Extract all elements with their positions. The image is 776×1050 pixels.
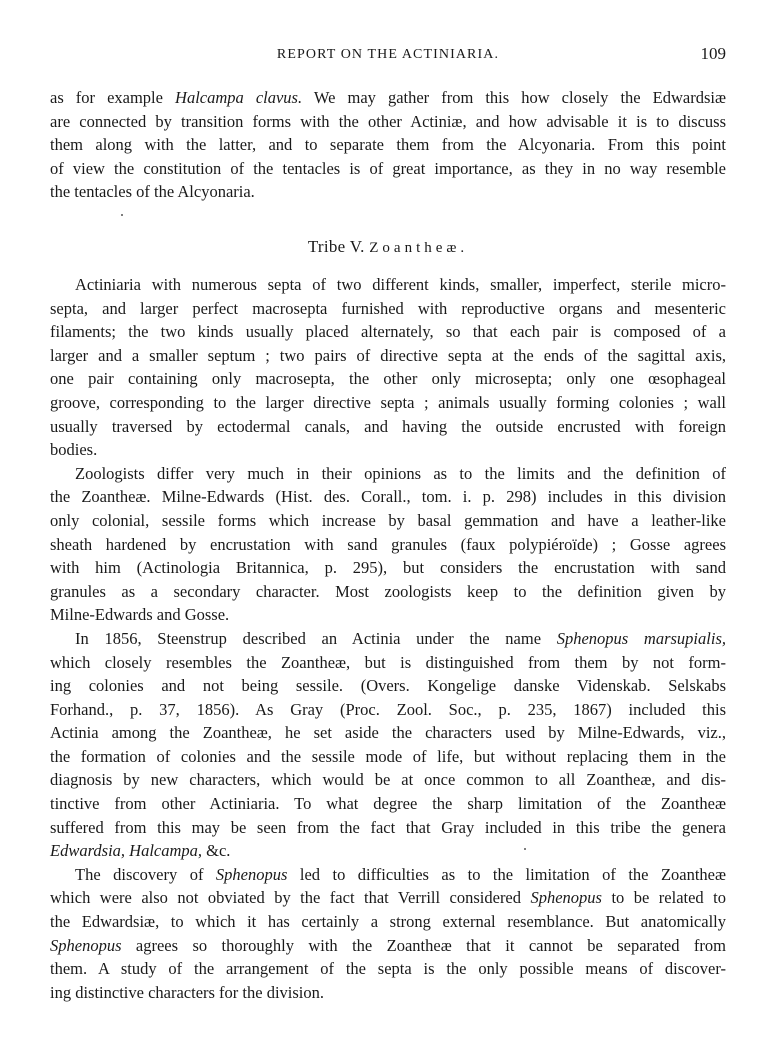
text-line: are connected by transition forms with the other Actiniæ, and how advisable it is to discuss <box>50 111 726 131</box>
text-line: which closely resembles the Zoantheæ, but is distinguished from them by not form- <box>50 652 726 672</box>
text-line: filaments; the two kinds usually placed alternately, so that each pair is composed of a <box>50 322 726 342</box>
text-line: Zoologists differ very much in their opinions as to the limits and the definition of <box>75 463 726 483</box>
text-line: only colonial, sessile forms which increase by basal gemmation and have a leather-like <box>50 510 726 530</box>
section-heading <box>0 237 776 257</box>
scan-speck <box>524 848 526 850</box>
genus-name: Sphenopus <box>530 888 602 908</box>
text-line <box>50 86 726 110</box>
text-run: which were also not obviated by the fact that Verrill considered <box>50 888 531 908</box>
scan-speck <box>121 214 123 216</box>
text-line: the formation of colonies and the sessile mode of life, but without replacing them in the <box>50 746 726 766</box>
paragraph-diagnosis <box>50 273 726 1004</box>
text-run: In 1856, Steenstrup described an Actinia under the name <box>75 628 557 648</box>
text-line <box>50 627 726 651</box>
text-line: Actiniaria with numerous septa of two different kinds, smaller, imperfect, sterile micro- <box>75 275 726 294</box>
paragraph-continuation <box>50 86 726 204</box>
text-line: sheath hardened by encrustation with sand granules (faux polypiéroïde) ; Gosse agrees <box>50 534 726 554</box>
text-line: Milne-Edwards and Gosse. <box>50 605 230 625</box>
species-name: Halcampa clavus. <box>175 88 303 107</box>
text-line: one pair containing only macrosepta, the other only microsepta; only one œsophageal <box>50 369 726 389</box>
page-header <box>50 44 726 68</box>
text-line: bodies. <box>50 440 98 460</box>
text-run: &c. <box>202 841 231 861</box>
genus-names: Edwardsia, Halcampa, <box>50 841 203 861</box>
text-line: the Zoantheæ. Milne-Edwards (Hist. des. Corall., tom. i. p. 298) includes in this division <box>50 487 726 507</box>
text-line: of view the constitution of the tentacles is of great importance, as they in no way resemble <box>50 158 726 178</box>
text-line <box>50 886 726 910</box>
text-run: The discovery of <box>75 864 216 884</box>
text-line: Forhand., p. 37, 1856). As Gray (Proc. Zool. Soc., p. 235, 1867) included this <box>50 699 726 719</box>
text-line: groove, corresponding to the larger directive septa ; animals usually forming colonies ; wall <box>50 392 726 412</box>
text-run: led to difficulties as to the limitation of the Zoantheæ <box>287 864 727 884</box>
text-line: septa, and larger perfect macrosepta furnished with reproductive organs and mesenteric <box>50 298 726 318</box>
text-line: the tentacles of the Alcyonaria. <box>50 182 255 202</box>
text-line <box>50 863 726 887</box>
species-name: Sphenopus marsupialis, <box>556 628 726 648</box>
text-run: as for example <box>50 88 176 107</box>
text-line: granules as a secondary character. Most zoologists keep to the definition given by <box>50 581 726 601</box>
text-line: diagnosis by new characters, which would be at once common to all Zoantheæ, and dis- <box>50 770 726 790</box>
genus-name: Sphenopus <box>215 864 288 884</box>
text-run: agrees so thoroughly with the Zoantheæ that it cannot be separated from <box>121 935 726 955</box>
text-line: ing colonies and not being sessile. (Overs. Kongelige danske Videnskab. Selskabs <box>50 676 726 696</box>
page-number: 109 <box>700 44 726 63</box>
text-line: usually traversed by ectodermal canals, and having the outside encrusted with foreign <box>50 416 726 436</box>
text-line: the Edwardsiæ, to which it has certainly a strong external resemblance. But anatomically <box>50 912 726 932</box>
text-run: to be related to <box>601 888 726 908</box>
text-line <box>50 839 726 863</box>
text-line: suffered from this may be seen from the fact that Gray included in this tribe the genera <box>50 817 726 837</box>
tribe-name: Zoantheæ. <box>369 240 469 256</box>
text-line: them along with the latter, and to separate them from the Alcyonaria. From this point <box>50 135 726 155</box>
text-line: Actinia among the Zoantheæ, he set aside the characters used by Milne-Edwards, viz., <box>50 723 726 743</box>
text-line: them. A study of the arrangement of the septa is the only possible means of discover- <box>50 959 726 979</box>
genus-name: Sphenopus <box>50 935 122 955</box>
text-line: larger and a smaller septum ; two pairs of directive septa at the ends of the sagittal axis, <box>50 345 726 365</box>
heading-prefix: Tribe V. <box>307 237 370 256</box>
text-run: We may gather from this how closely the Edwardsiæ <box>302 88 726 107</box>
text-line: tinctive from other Actiniaria. To what degree the sharp limitation of the Zoantheæ <box>50 794 726 814</box>
text-line: ing distinctive characters for the division. <box>50 982 325 1002</box>
text-line <box>50 934 726 958</box>
text-line: with him (Actinologia Britannica, p. 295), but considers the encrustation with sand <box>50 558 726 578</box>
running-head: REPORT ON THE ACTINIARIA. <box>276 47 500 62</box>
